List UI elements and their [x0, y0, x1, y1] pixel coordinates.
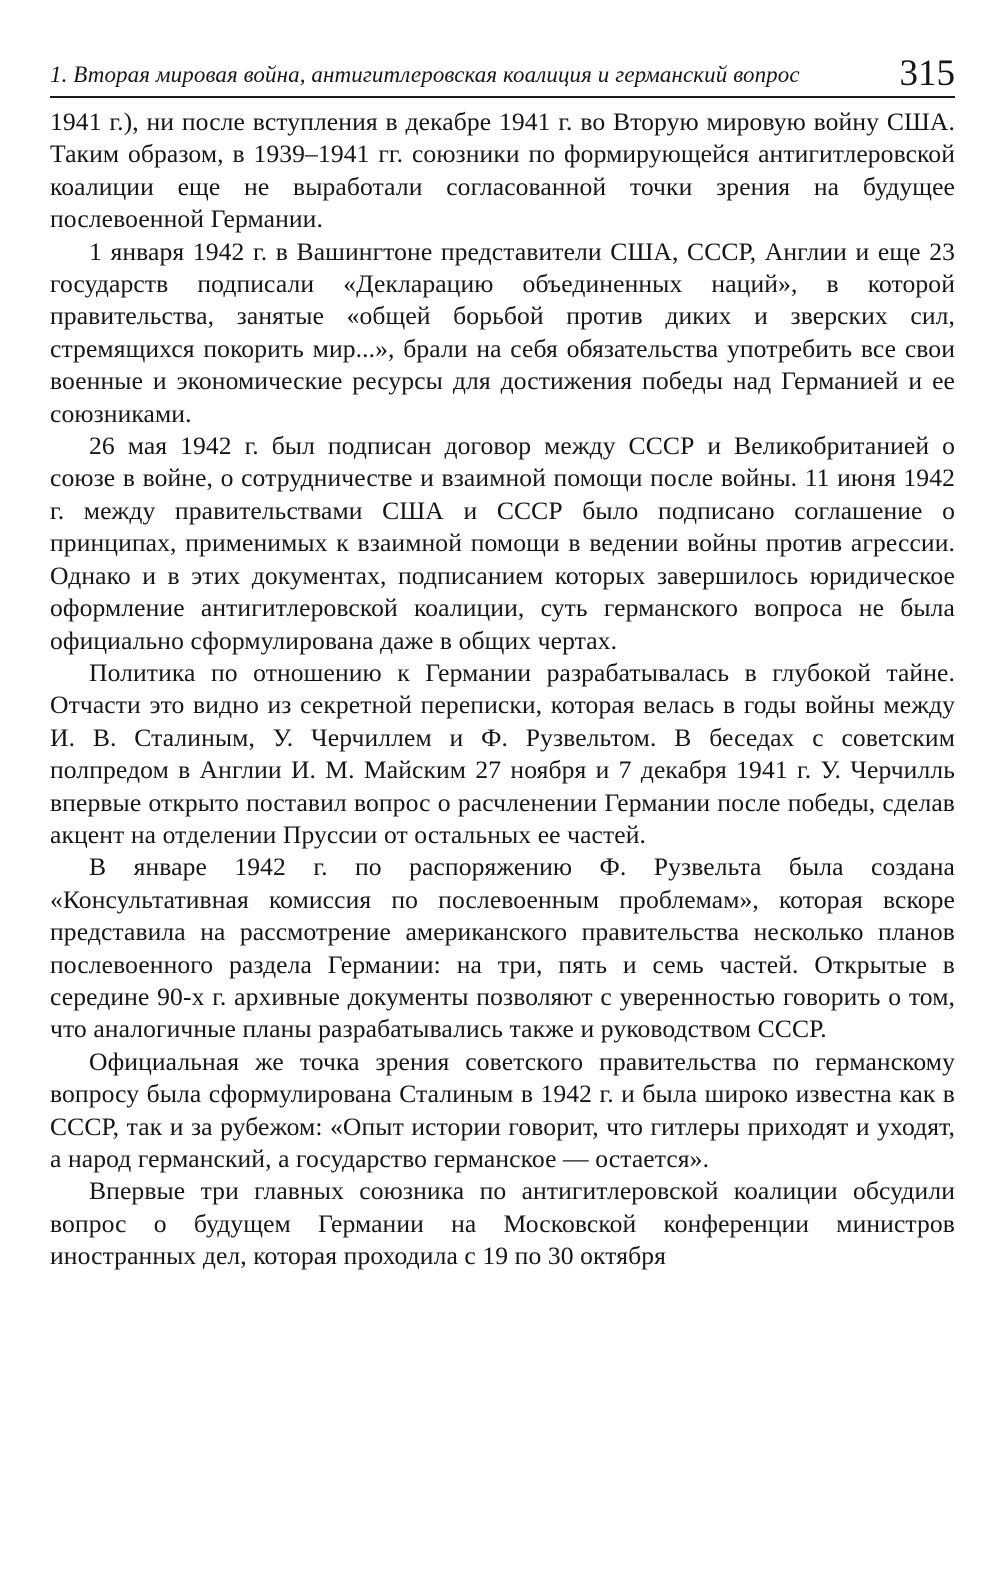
paragraph: Впервые три главных союзника по антигитлеровской коалиции обсудили вопрос о будущем Германии на Московской конференции министров иностранных дел, которая проходила с 19 по 30 октября	[50, 1176, 955, 1271]
paragraph: Политика по отношению к Германии разрабатывалась в глубокой тайне. Отчасти это видно из секретной переписки, которая велась в годы войны между И. В. Сталиным, У. Черчиллем и Ф. Рузвельтом. В беседах с советским полпредом в Англии И. М. Майским 27 ноября и 7 декабря 1941 г. У. Черчилль впервые открыто поставил вопрос о расчленении Германии после победы, сделав акцент на отделении Пруссии от остальных ее частей.	[50, 657, 955, 849]
running-header	[50, 38, 955, 98]
paragraph: Официальная же точка зрения советского правительства по германскому вопросу была сформулирована Сталиным в 1942 г. и была широко известна как в СССР, так и за рубежом: «Опыт истории говорит, что гитлеры приходят и уходят, а народ германский, а государство германское — остается».	[50, 1046, 955, 1173]
paragraph: В январе 1942 г. по распоряжению Ф. Рузвельта была создана «Консультативная комиссия по послевоенным проблемам», которая вскоре представила на рассмотрение американского правительства несколько планов послевоенного раздела Германии: на три, пять и семь частей. Открытые в середине 90-х г. архивные документы позволяют с уверенностью говорить о том, что аналогичные планы разрабатывались также и руководством СССР.	[50, 852, 955, 1044]
paragraph: 1 января 1942 г. в Вашингтоне представители США, СССР, Англии и еще 23 государств подписали «Декларацию объединенных наций», в которой правительства, занятые «общей борьбой против диких и зверских сил, стремящихся покорить мир...», брали на себя обязательства употребить все свои военные и экономические ресурсы для достижения победы над Германией и ее союзниками.	[50, 236, 955, 428]
paragraph: 1941 г.), ни после вступления в декабре 1941 г. во Вторую мировую войну США. Таким образом, в 1939–1941 гг. союзники по формирующейся антигитлеровской коалиции еще не выработали согласованной точки зрения на будущее послевоенной Германии.	[50, 107, 955, 234]
body-text	[50, 106, 955, 1273]
paragraph: 26 мая 1942 г. был подписан договор между СССР и Великобританией о союзе в войне, о сотрудничестве и взаимной помощи после войны. 11 июня 1942 г. между правительствами США и СССР было подписано соглашение о принципах, применимых к взаимной помощи в ведении войны против агрессии. Однако и в этих документах, подписанием которых завершилось юридическое оформление антигитлеровской коалиции, суть германского вопроса не была официально сформулирована даже в общих чертах.	[50, 431, 955, 655]
chapter-title: 1. Вторая мировая война, антигитлеровская коалиция и германский вопрос	[50, 62, 800, 87]
page-number: 315	[899, 53, 955, 94]
book-page	[50, 38, 955, 1273]
